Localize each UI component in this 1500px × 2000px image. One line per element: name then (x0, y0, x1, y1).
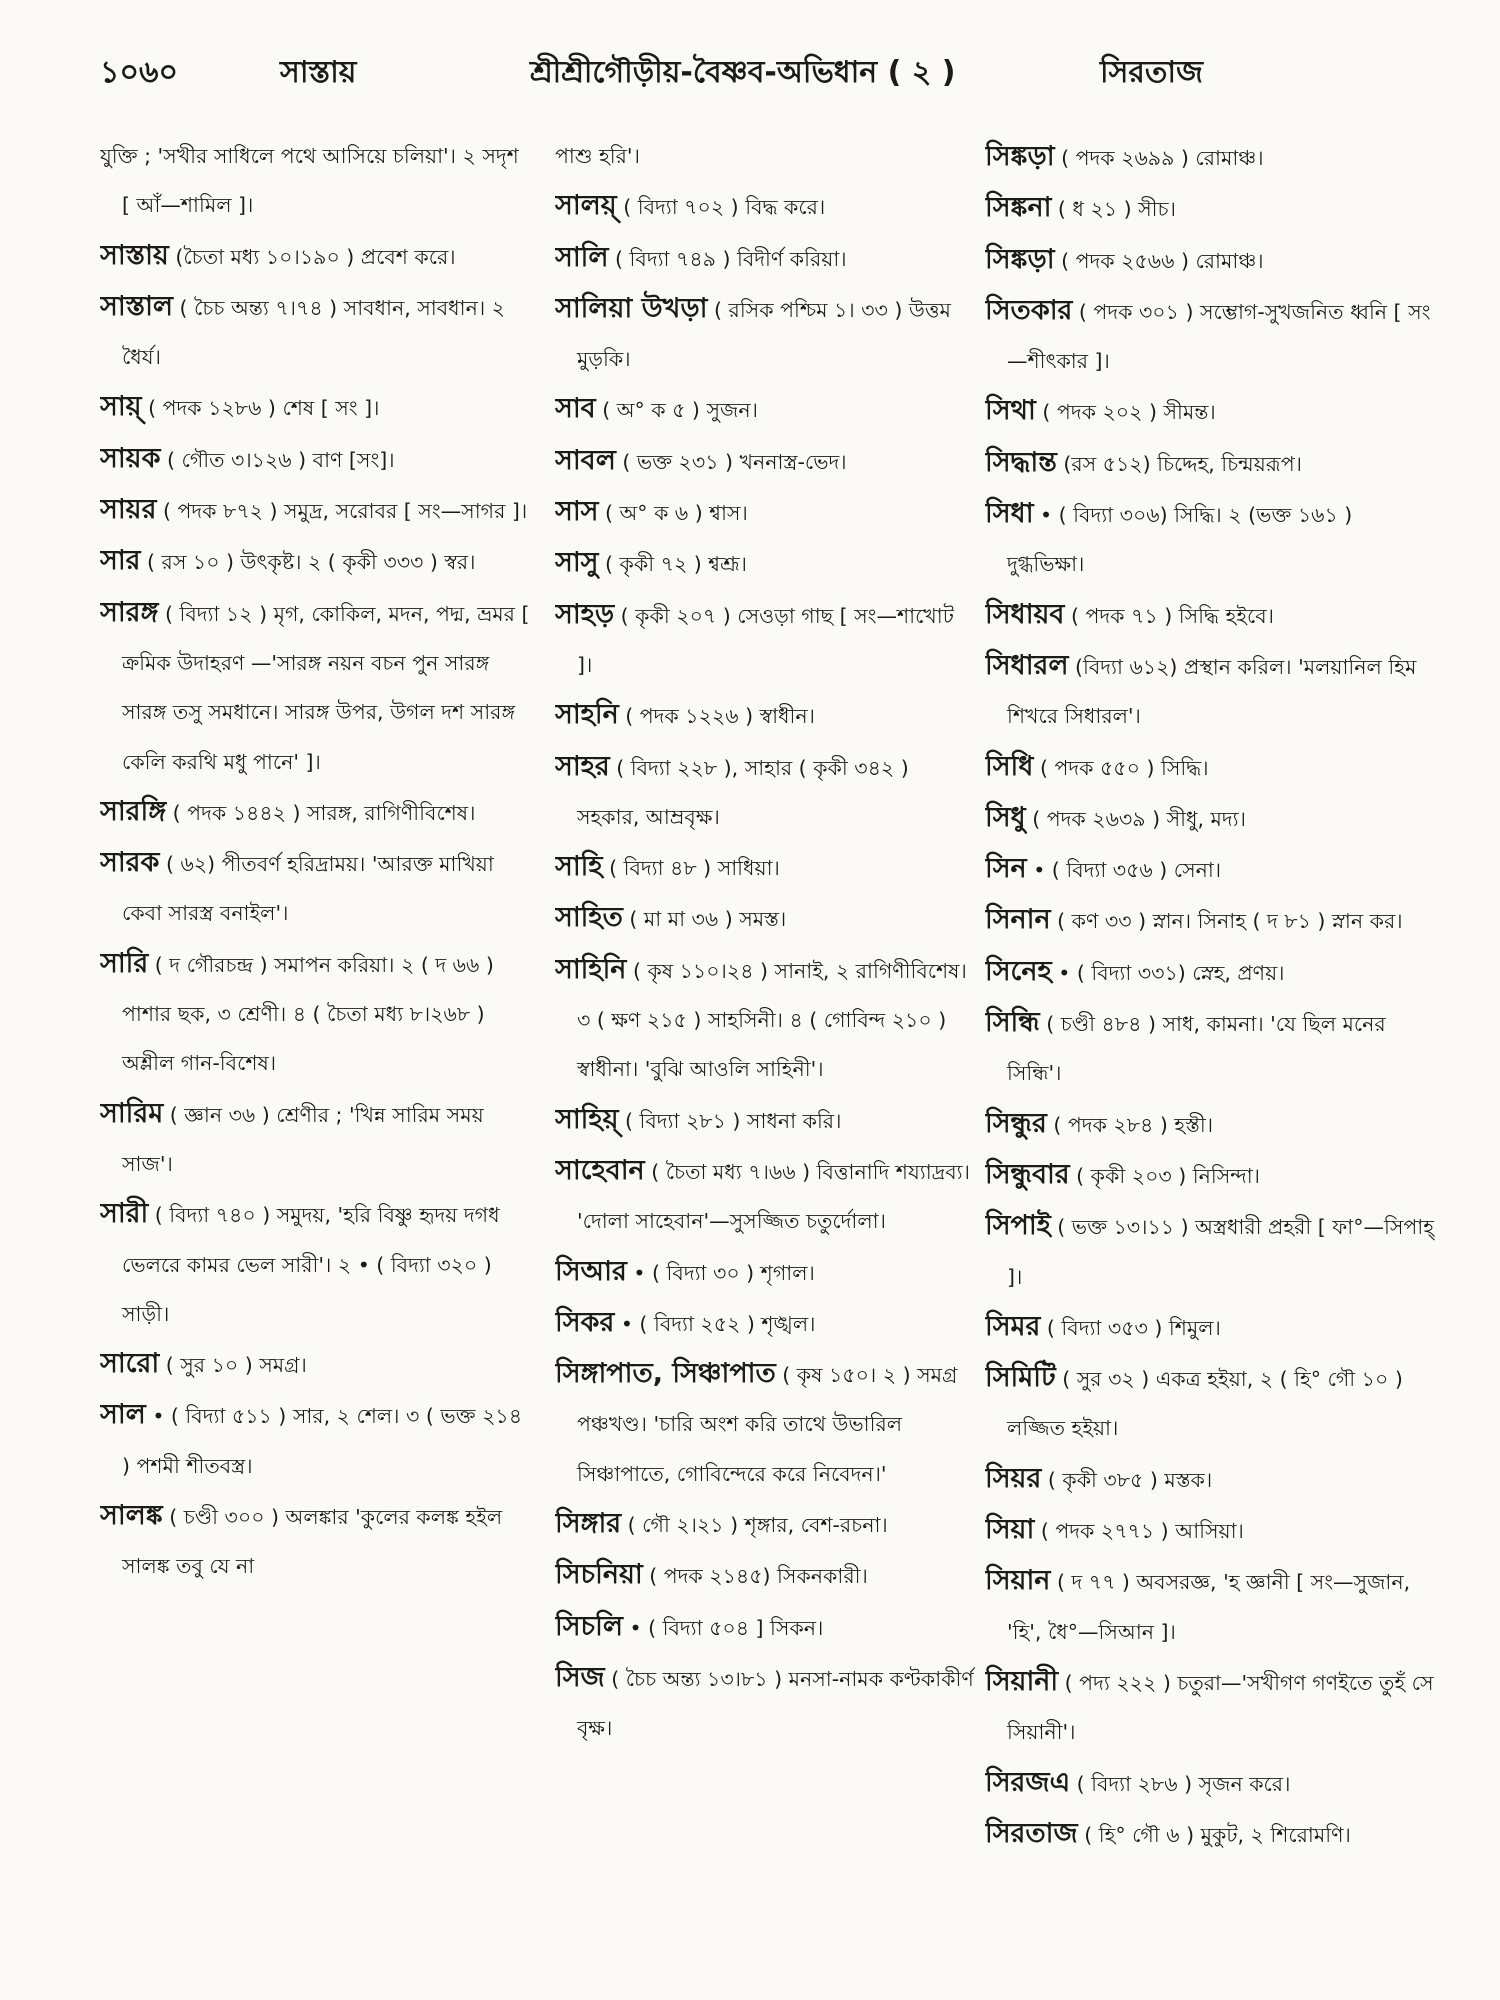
headword: সালিয়া উখড়া (555, 292, 708, 324)
dictionary-entry (555, 1653, 975, 1754)
headword: সায়ক (100, 442, 161, 474)
headword: সিঙ্কড়া (985, 141, 1055, 172)
definition: • ( বিদ্যা ৩০ ) শৃগাল। (626, 1260, 815, 1285)
headword: সিন্ধুবার (985, 1158, 1070, 1190)
dictionary-entry (985, 1150, 1435, 1201)
definition: ( কৃকী ৩৮৫ ) মস্তক। (1041, 1467, 1213, 1492)
dictionary-entry (985, 947, 1435, 998)
dictionary-entry (555, 487, 975, 538)
headword: সাহর (555, 750, 610, 782)
headword: সিপাই (985, 1210, 1051, 1242)
headword: সিনেহ (985, 955, 1052, 987)
definition: ( বিদ্যা ৪৮ ) সাধিয়া। (602, 856, 780, 881)
definition: ( গৌ ২।২১ ) শৃঙ্গার, বেশ-রচনা। (621, 1513, 888, 1538)
headword: সিথা (985, 395, 1036, 427)
headword: সিমর (985, 1310, 1041, 1342)
headword: সাস (555, 496, 599, 528)
dictionary-entry (555, 538, 975, 589)
headword: সালঙ্ক (100, 1500, 163, 1532)
headword: সাসু (555, 547, 599, 579)
headword: সিয়ানী (985, 1665, 1059, 1697)
headword: সাস্তায় (100, 239, 169, 271)
definition: ( পদক ২৮৪ ) হস্তী। (1046, 1112, 1214, 1137)
definition: ( চৈচ অন্ত্য ১৩।৮১ ) মনসা-নামক কণ্টকাকীর্ণ বৃক্ষ। (577, 1666, 974, 1741)
definition: ( বিদ্যা ১২ ) মৃগ, কোকিল, মদন, পদ্ম, ভ্রমর [ ক্রমিক উদাহরণ —'সারঙ্গ নয়ন বচন পুন সারঙ্গ সারঙ্গ তসু সমধানে। সারঙ্গ উপর, উগল দশ সারঙ্গ কেলি করথি মধু পানে' ]। (122, 601, 530, 774)
definition: ( পদক ৮৭২ ) সমুদ্র, সরোবর [ সং—সাগর ]। (156, 499, 528, 524)
headword: সারি (100, 947, 149, 979)
definition: ( বিদ্যা ২৮৬ ) সৃজন করে। (1070, 1771, 1291, 1796)
headword: সিধায়ব (985, 598, 1065, 630)
headword: সিয়ান (985, 1565, 1051, 1597)
headword: সারী (100, 1198, 149, 1230)
headword: সাহিয়্‌ (555, 1103, 619, 1135)
dictionary-entry (555, 384, 975, 435)
dictionary-entry (985, 895, 1435, 946)
definition: ( পদ্য ২২২ ) চতুরা—'সখীগণ গণইতে তুহঁ সে সিয়ানী'। (1007, 1670, 1434, 1745)
dictionary-entry (555, 1095, 975, 1146)
headword: সারক (100, 847, 160, 879)
definition: ( অ° ক ৬ ) শ্বাস। (598, 501, 748, 526)
dictionary-entry (985, 1556, 1435, 1657)
dictionary-entry (985, 844, 1435, 895)
column-middle (555, 132, 975, 1992)
dictionary-entry (555, 1349, 975, 1499)
headword: সারিম (100, 1097, 164, 1129)
definition: ( পদক ৩০১ ) সম্ভোগ-সুখজনিত ধ্বনি [ সং—শীৎকার ]। (1007, 299, 1431, 374)
definition: ( গৌত ৩।১২৬ ) বাণ [সং]। (160, 447, 395, 472)
dictionary-entry (555, 1602, 975, 1653)
definition: • ( বিদ্যা ৩৩১) স্নেহ, প্রণয়। (1051, 960, 1285, 985)
dictionary-entry (100, 282, 530, 383)
headword: সায়্‌ (100, 391, 142, 423)
definition: ( কৃকী ২০৭ ) সেওড়া গাছ [ সং—শাখোট ]। (577, 603, 954, 677)
definition: ( হি° গৌ ৬ ) মুকুট, ২ শিরোমণি। (1077, 1822, 1351, 1847)
headword: সিঙ্গাপাত, সিঞ্চাপাত (555, 1358, 776, 1390)
definition: • ( বিদ্যা ২৫২ ) শৃঙ্খল। (614, 1311, 816, 1336)
definition: ( বিদ্যা ২২৮ ), সাহার ( কৃকী ৩৪২ ) সহকার, আম্রবৃক্ষ। (577, 755, 909, 829)
headword: সারঙ্গ (100, 596, 159, 628)
dictionary-entry (985, 235, 1435, 286)
definition: ( পদক ২০২ ) সীমন্ত। (1035, 400, 1216, 425)
dictionary-entry (985, 1099, 1435, 1150)
dictionary-entry (100, 1089, 530, 1190)
dictionary-entry (100, 231, 530, 282)
definition: (রস ৫১২) চিদ্দেহ, চিন্ময়রূপ। (1056, 451, 1302, 476)
dictionary-entry (985, 1758, 1435, 1809)
definition: ( পদক ২৬৯৯ ) রোমাঞ্চ। (1054, 146, 1264, 170)
headword: সাহি (555, 851, 603, 883)
headword: সিরতাজ (985, 1817, 1078, 1849)
first-guide-word: সাস্তায় (280, 55, 357, 90)
dictionary-entry (555, 132, 975, 181)
dictionary-entry (985, 998, 1435, 1099)
headword: সায়র (100, 494, 157, 526)
dictionary-entry (985, 1353, 1435, 1454)
headword: সিঙ্কনা (985, 192, 1052, 224)
dictionary-entry (985, 1505, 1435, 1556)
definition: ( ধ ২১ ) সীচ। (1051, 197, 1176, 222)
headword: সাহড় (555, 598, 615, 630)
dictionary-entry (555, 233, 975, 284)
dictionary-title: শ্রীশ্রীগৌড়ীয়-বৈষ্ণব-অভিধান ( ২ ) (530, 55, 956, 90)
headword: সাবল (555, 444, 616, 476)
dictionary-entry (985, 1201, 1435, 1302)
definition: ( কৃষ ১৫০। ২ ) সমগ্র পঞ্চখণ্ড। 'চারি অংশ করি তাথে উভারিল সিঞ্চাপাতে, গোবিন্দেরে করে নিবেদন।' (577, 1363, 958, 1486)
dictionary-entry (985, 386, 1435, 437)
definition: ( চণ্ডী ৪৮৪ ) সাধ, কামনা। 'যে ছিল মনের সিন্ধি'। (1007, 1012, 1386, 1086)
dictionary-entry (100, 1390, 530, 1491)
dictionary-entry (100, 485, 530, 536)
headword: সাল (100, 1399, 146, 1431)
definition: ( কৃষ ১১০।২৪ ) সানাই, ২ রাগিণীবিশেষ। ৩ ( ক্ষণ ২১৫ ) সাহসিনী। ৪ ( গোবিন্দ ২১০ ) স্বাধীনা। 'বুঝি আওলি সাহিনী'। (577, 958, 967, 1082)
definition: ( পদক ১২৮৬ ) শেষ [ সং ]। (141, 396, 380, 421)
dictionary-entry (555, 590, 975, 691)
dictionary-entry (555, 742, 975, 843)
definition: ( জ্ঞান ৩৬ ) শ্রেণীর ; 'খিন্ন সারিম সময় সাজ'। (122, 1102, 484, 1176)
headword: সিচনিয়া (555, 1559, 643, 1591)
dictionary-entry (100, 1339, 530, 1390)
definition: • ( বিদ্যা ৫১১ ) সার, ২ শেল। ৩ ( ভক্ত ২১৪ ) পশমী শীতবস্ত্র। (122, 1404, 523, 1478)
dictionary-entry (985, 286, 1435, 387)
headword: সারো (100, 1348, 160, 1380)
headword: সাহেবান (555, 1154, 645, 1186)
headword: সিন্ধুর (985, 1107, 1047, 1139)
dictionary-entry (100, 787, 530, 838)
headword: সিন্ধি (985, 1007, 1040, 1039)
dictionary-entry (555, 1499, 975, 1550)
dictionary-entry (555, 1146, 975, 1247)
definition: ( দ গৌরচন্দ্র ) সমাপন করিয়া। ২ ( দ ৬৬ ) পাশার ছক, ৩ শ্রেণী। ৪ ( চৈতা মধ্য ৮।২৬৮ ) অশ্লীল গান-বিশেষ। (122, 952, 494, 1076)
headword: সিয়া (985, 1514, 1035, 1546)
definition: ( বিদ্যা ৭৪৯ ) বিদীর্ণ করিয়া। (608, 246, 847, 271)
headword: সিমিটি (985, 1362, 1056, 1394)
headword: সিঙ্গার (555, 1508, 622, 1540)
definition: ( ভক্ত ২৩১ ) খননাস্ত্র-ভেদ। (615, 449, 847, 474)
headword: সিন (985, 853, 1027, 885)
dictionary-entry (555, 842, 975, 893)
dictionary-entry (100, 838, 530, 939)
dictionary-entry (985, 1302, 1435, 1353)
dictionary-entry (100, 588, 530, 787)
headword: সিচলি (555, 1610, 623, 1642)
dictionary-entry (100, 132, 530, 231)
dictionary-entry (985, 1454, 1435, 1505)
definition: ( কৃকী ২০৩ ) নিসিন্দা। (1069, 1163, 1261, 1188)
dictionary-entry (555, 181, 975, 232)
dictionary-entry (555, 1247, 975, 1298)
headword: সিনান (985, 904, 1051, 936)
definition: ( সুর ৩২ ) একত্র হইয়া, ২ ( হি° গৌ ১০ ) লজ্জিত হইয়া। (1007, 1367, 1403, 1441)
dictionary-entry (985, 438, 1435, 489)
headword: সিঙ্কড়া (985, 243, 1055, 275)
dictionary-entry (985, 1657, 1435, 1758)
dictionary-entry (555, 284, 975, 385)
definition: ( চৈচ অন্ত্য ৭।৭৪ ) সাবধান, সাবধান। ২ ধৈর্য। (122, 295, 506, 370)
definition: ( ভক্ত ১৩।১১ ) অস্ত্রধারী প্রহরী [ ফা°—সিপাহ্‌ ]। (1007, 1215, 1435, 1289)
headword: সিধু (985, 801, 1026, 833)
dictionary-entry (555, 893, 975, 944)
dictionary-entry (555, 945, 975, 1095)
headword: সাহিনি (555, 953, 627, 985)
headword: সিতকার (985, 294, 1073, 326)
dictionary-entry (555, 1550, 975, 1601)
dictionary-entry (555, 436, 975, 487)
definition: ( কণ ৩৩ ) স্নান। সিনাহ ( দ ৮১ ) স্নান কর। (1050, 909, 1403, 934)
definition: ( পদক ১৪৪২ ) সারঙ্গ, রাগিণীবিশেষ। (166, 800, 476, 825)
headword: সাস্তাল (100, 290, 174, 322)
dictionary-entry (985, 183, 1435, 234)
definition: (চৈতা মধ্য ১০।১৯০ ) প্রবেশ করে। (168, 244, 456, 269)
definition: ( বিদ্যা ৩৫৩ ) শিমুল। (1040, 1315, 1221, 1340)
definition: ( পদক ২১৪৫) সিকনকারী। (642, 1564, 868, 1589)
definition: ( পদক ২৬৩৯ ) সীধু, মদ্য। (1025, 806, 1246, 831)
last-guide-word: সিরতাজ (1100, 55, 1203, 90)
definition: • ( বিদ্যা ৩০৬) সিদ্ধি। ২ (ভক্ত ১৬১ ) দুগ্ধভিক্ষা। (1007, 503, 1353, 577)
definition: ( চৈতা মধ্য ৭।৬৬ ) বিত্তানাদি শয্যাদ্রব্য। 'দোলা সাহেবান'—সুসজ্জিত চতুর্দোলা। (577, 1159, 970, 1234)
headword: সিদ্ধান্ত (985, 446, 1057, 478)
dictionary-entry (555, 690, 975, 741)
definition: (বিদ্যা ৬১২) প্রস্থান করিল। 'মলয়ানিল হিম শিখরে সিধারল'। (1007, 654, 1417, 729)
headword: সিধা (985, 498, 1034, 530)
column-right (985, 132, 1435, 1992)
headword: সিধারল (985, 649, 1069, 681)
headword: সারঙ্গি (100, 795, 167, 827)
definition: ( পদক ২৫৬৬ ) রোমাঞ্চ। (1054, 248, 1264, 273)
definition: ( পদক ১২২৬ ) স্বাধীন। (618, 704, 815, 729)
definition: ( ৬২) পীতবর্ণ হরিদ্রাময়। 'আরক্ত মাখিয়া কেবা সারস্ত্র বনাইল'। (122, 852, 494, 926)
dictionary-entry (985, 793, 1435, 844)
definition: ( দ ৭৭ ) অবসরজ্ঞ, 'হ জ্ঞানী [ সং—সুজান, 'হি', ধৈ°—সিআন ]। (1007, 1570, 1411, 1644)
column-left (100, 132, 530, 1992)
headword: সিয়র (985, 1462, 1042, 1494)
definition: ( মা মা ৩৬ ) সমস্ত। (622, 907, 787, 932)
page-number: ১০৬০ (100, 55, 178, 90)
definition: ( বিদ্যা ৭০২ ) বিদ্ধ করে। (616, 195, 826, 220)
headword: সাহিত (555, 902, 623, 934)
dictionary-entry (100, 382, 530, 433)
headword: সিকর (555, 1306, 615, 1338)
definition: ( পদক ৫৫০ ) সিদ্ধি। (1033, 755, 1209, 780)
page-header (100, 48, 1430, 108)
dictionary-entry (985, 641, 1435, 742)
definition: ( কৃকী ৭২ ) শ্বশ্রূ। (598, 552, 747, 577)
definition: পাশু হরি'। (555, 144, 640, 168)
dictionary-entry (985, 590, 1435, 641)
definition: ( সুর ১০ ) সমগ্র। (159, 1353, 307, 1378)
headword: সার (100, 545, 141, 577)
headword: সাব (555, 393, 596, 425)
definition: ( অ° ক ৫ ) সুজন। (595, 398, 758, 423)
dictionary-entry (100, 536, 530, 587)
definition: ( চণ্ডী ৩০০ ) অলঙ্কার 'কুলের কলঙ্ক হইল সালঙ্ক তবু যে না (122, 1505, 503, 1579)
dictionary-entry (100, 434, 530, 485)
dictionary-entry (985, 489, 1435, 590)
definition: ( রসিক পশ্চিম ১। ৩৩ ) উত্তম মুড়কি। (577, 297, 951, 372)
definition: ( রস ১০ ) উৎকৃষ্ট। ২ ( কৃকী ৩৩৩ ) স্বর। (140, 550, 476, 575)
dictionary-entry (100, 939, 530, 1089)
dictionary-entry (100, 1189, 530, 1339)
dictionary-entry (985, 742, 1435, 793)
headword: সিআর (555, 1255, 627, 1287)
definition: ( বিদ্যা ২৮১ ) সাধনা করি। (618, 1108, 842, 1133)
dictionary-entry (555, 1298, 975, 1349)
definition: ( পদক ২৭৭১ ) আসিয়া। (1034, 1519, 1244, 1544)
definition: ( পদক ৭১ ) সিদ্ধি হইবে। (1064, 603, 1274, 628)
dictionary-entry (985, 1809, 1435, 1860)
headword: সালি (555, 241, 609, 273)
headword: সালয়্‌ (555, 190, 617, 222)
dictionary-entry (100, 1491, 530, 1592)
definition: ( বিদ্যা ৭৪০ ) সমুদয়, 'হরি বিষ্ণু হৃদয় দগধ ভেলরে কামর ভেল সারী'। ২ • ( বিদ্যা ৩২০ ) সাড়ী। (122, 1203, 500, 1326)
dictionary-entry (985, 132, 1435, 183)
definition: • ( বিদ্যা ৫০৪ ] সিকন। (622, 1615, 824, 1640)
headword: সাহনি (555, 699, 619, 731)
definition: যুক্তি ; 'সখীর সাধিলে পথে আসিয়ে চলিয়া'। ২ সদৃশ [ আঁ—শামিল ]। (100, 144, 519, 218)
definition: • ( বিদ্যা ৩৫৬ ) সেনা। (1026, 858, 1222, 883)
headword: সিজ (555, 1661, 605, 1693)
headword: সিধি (985, 750, 1034, 782)
headword: সিরজএ (985, 1766, 1071, 1798)
